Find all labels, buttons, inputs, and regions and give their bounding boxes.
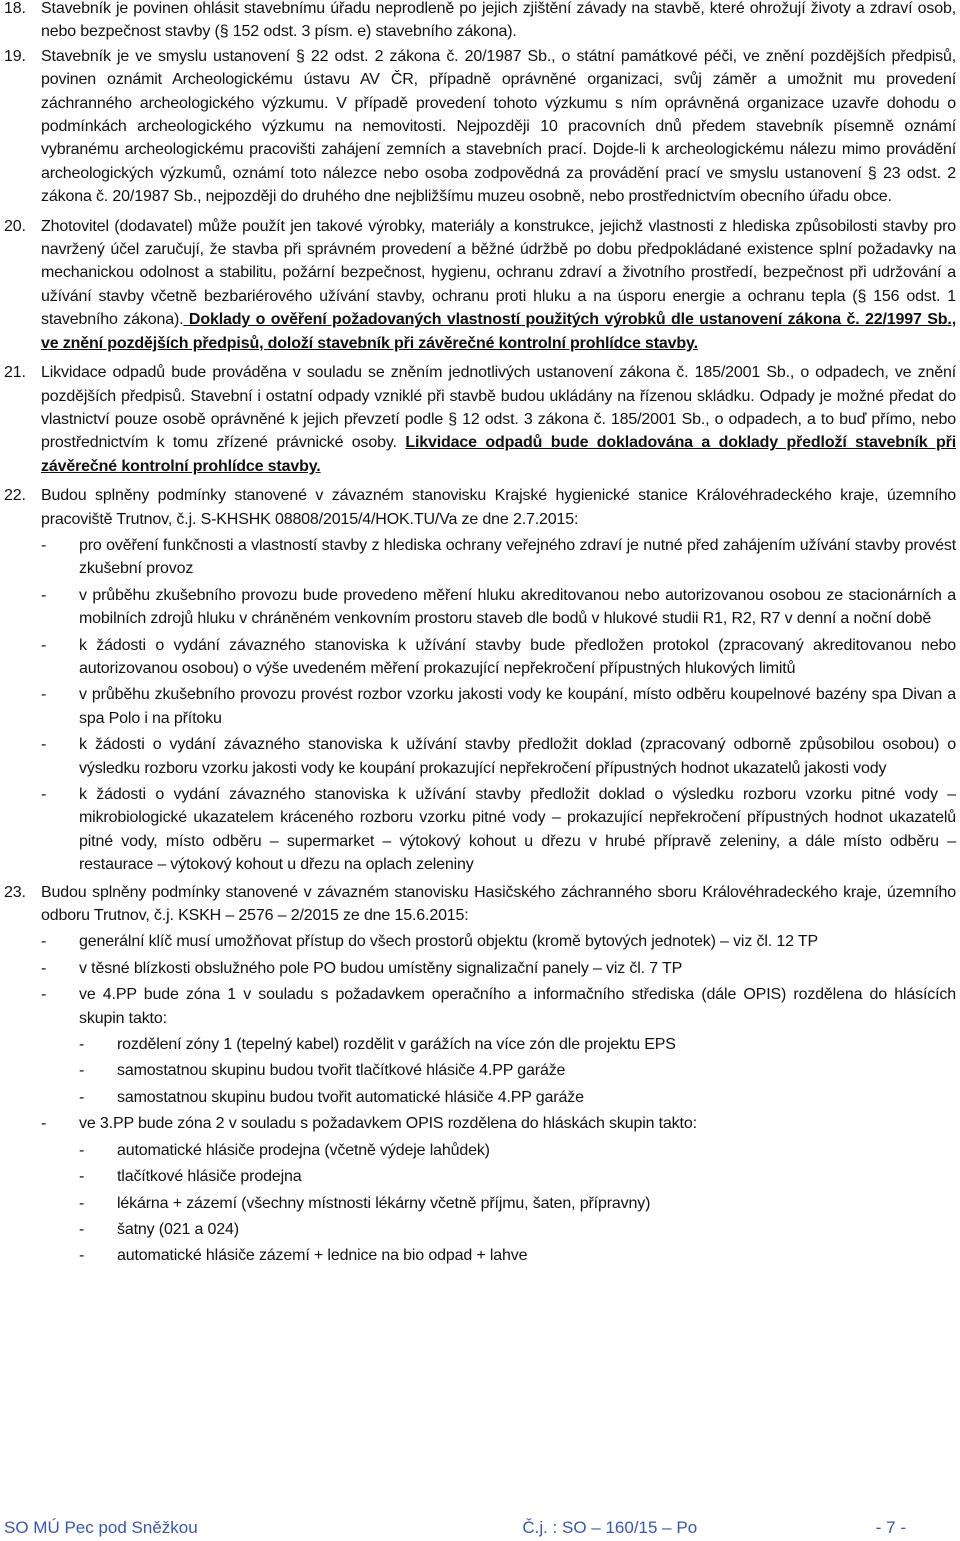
bullet-dash: -	[41, 736, 47, 754]
footer-reference: Č.j. : SO – 160/15 – Po	[522, 1518, 698, 1537]
bullet-text: v průběhu zkušebního provozu bude provedeno měření hluku akreditovanou nebo autorizovanou osobou ze stacionárních a mobilních zdrojů hluku v chráněném venkovním prostoru staveb dle bodů v hlukové studii R1, R2, R7 v denní a noční době	[79, 586, 956, 628]
sub-text: samostatnou skupinu budou tvořit tlačítkové hlásiče 4.PP garáže	[117, 1062, 566, 1080]
sub-text: automatické hlásiče zázemí + lednice na bio odpad + lahve	[117, 1247, 528, 1265]
sub-list	[79, 1033, 956, 1109]
bullet-dash: -	[41, 586, 47, 604]
bullet-text: v průběhu zkušebního provozu provést rozbor vzorku jakosti vody ke koupání, místo odběru koupelnové bazény spa Divan a spa Polo i na přítoku	[79, 686, 956, 727]
sub-item	[79, 1086, 956, 1109]
bullet-dash: -	[79, 1247, 85, 1265]
bullet-item	[41, 534, 956, 581]
bullet-item	[41, 783, 956, 877]
item-number: 22.	[4, 487, 26, 505]
item-20	[0, 215, 960, 355]
item-text: Stavebník je ve smyslu ustanovení § 22 odst. 2 zákona č. 20/1987 Sb., o státní památkové péči, ve znění pozdějších předpisů, povinen oznámit Archeologickému ústavu AV ČR, případně oprávněné organizaci, svůj záměr a umožnit mu provedení záchranného archeologického výzkumu. V případě provedení tohoto výzkumu s ním oprávněná organizace uzavře dohodu o podmínkách archeologického výzkumu na nemovitosti. Nejpozději 10 pracovních dnů předem stavebník písemně oznámí vybranému archeologickému pracovišti zahájení zemních a stavebních prací. Dojde-li k archeologickému nálezu mimo provádění archeologických výzkumů, oznámí toto nálezce nebo osoba zodpovědná za provádění prací ve smyslu ustanovení § 23 odst. 2 zákona č. 20/1987 Sb., nejpozději do druhého dne nejbližšímu muzeu osobně, nebo prostřednictvím obecního úřadu obce.	[41, 47, 956, 206]
sub-item	[79, 1192, 956, 1215]
sub-item	[79, 1059, 956, 1082]
item-text: Zhotovitel (dodavatel) může použít jen takové výrobky, materiály a konstrukce, jejichž vlastnosti z hlediska způsobilosti stavby pro navržený účel zaručují, že stavba při správném provedení a běžné údržbě po dobu předpokládané existence splní požadavky na mechanickou odolnost a stabilitu, požární bezpečnost, hygienu, ochranu zdraví a životního prostředí, bezpečnost při udržování a užívání stavby včetně bezbariérového užívání stavby, ochranu proti hluku a na úsporu energie a ochranu tepla (§ 156 odst. 1 stavebního zákona).	[41, 217, 956, 329]
bullet-text: ve 3.PP bude zóna 2 v souladu s požadavkem OPIS rozdělena do hláskách skupin takto:	[79, 1115, 697, 1133]
bullet-dash: -	[41, 536, 47, 554]
item-emphasis: Doklady o ověření požadovaných vlastností použitých výrobků dle ustanovení zákona č. 22/1997 Sb., ve znění pozdějších předpisů, doloží stavebník při závěrečné kontrolní prohlídce stavby.	[41, 311, 956, 352]
bullet-dash: -	[41, 686, 47, 704]
bullet-dash: -	[41, 986, 47, 1004]
item-number: 23.	[4, 883, 26, 901]
footer-office: SO MÚ Pec pod Sněžkou	[4, 1518, 198, 1537]
bullet-item	[41, 634, 956, 681]
sub-item	[79, 1218, 956, 1241]
bullet-item	[41, 1112, 956, 1135]
bullet-item	[41, 584, 956, 631]
item-22	[0, 484, 960, 877]
bullet-text: v těsné blízkosti obslužného pole PO budou umístěny signalizační panely – viz čl. 7 TP	[79, 959, 683, 977]
bullet-dash: -	[79, 1220, 85, 1238]
item-23	[0, 881, 960, 1268]
bullet-dash: -	[79, 1141, 85, 1159]
item-number: 20.	[4, 217, 26, 235]
item-text: Budou splněny podmínky stanovené v závazném stanovisku Hasičského záchranného sboru Královéhradeckého kraje, územního odboru Trutnov, č.j. KSKH – 2576 – 2/2015 ze dne 15.6.2015:	[41, 883, 956, 925]
bullet-dash: -	[79, 1168, 85, 1186]
sub-item	[79, 1139, 956, 1162]
bullet-item	[41, 683, 956, 730]
item-emphasis: Likvidace odpadů bude dokladována a doklady předloží stavebník při závěrečné kontrolní prohlídce stavby.	[41, 434, 957, 475]
item-number: 21.	[4, 364, 26, 382]
bullet-text: k žádosti o vydání závazného stanoviska k užívání stavby bude předložen protokol (zpracovaný akreditovanou nebo autorizovanou osobou) o výše uvedeném měření prokazující nepřekročení přípustných hlukových limitů	[79, 636, 956, 677]
bullet-text: generální klíč musí umožňovat přístup do všech prostorů objektu (kromě bytových jednotek) – viz čl. 12 TP	[79, 933, 818, 951]
bullet-text: ve 4.PP bude zóna 1 v souladu s požadavkem operačního a informačního střediska (dále OPIS) rozdělena do hlásících skupin takto:	[79, 986, 956, 1027]
bullet-item	[41, 957, 956, 980]
sub-item	[79, 1165, 956, 1188]
item-18	[0, 0, 960, 44]
bullet-dash: -	[79, 1194, 85, 1212]
bullet-dash: -	[41, 786, 47, 803]
bullet-dash: -	[79, 1088, 85, 1106]
bullet-item	[41, 733, 956, 780]
bullet-text: k žádosti o vydání závazného stanoviska k užívání stavby předložit doklad (zpracovaný odborně způsobilou osobou) o výsledku rozboru vzorku jakosti vody ke koupání prokazující nepřekročení přípustných hodnot ukazatelů jakosti vody	[79, 736, 956, 777]
sub-text: šatny (021 a 024)	[117, 1220, 239, 1238]
item-text: Likvidace odpadů bude prováděna v souladu se zněním jednotlivých ustanovení zákona č. 185/2001 Sb., o odpadech, ve znění pozdějších předpisů. Stavební i ostatní odpady vzniklé při stavbě budou ukládány na řízenou skládku. Odpady je možné předat do vlastnictví pouze osobě oprávněné k jejich převzetí podle § 12 odst. 3 zákona č. 185/2001 Sb., o odpadech, a to buď přímo, nebo prostřednictvím k tomu zřízené právnické osoby.	[41, 364, 956, 452]
bullet-dash: -	[79, 1036, 85, 1054]
sub-item	[79, 1244, 956, 1267]
item-number: 18.	[4, 0, 26, 17]
bullet-dash: -	[79, 1062, 85, 1080]
sub-text: lékárna + zázemí (všechny místnosti lékárny včetně příjmu, šaten, přípravny)	[117, 1194, 651, 1212]
sub-text: automatické hlásiče prodejna (včetně výdeje lahůdek)	[117, 1141, 490, 1159]
bullet-dash: -	[41, 959, 47, 977]
page-footer	[4, 1518, 906, 1538]
bullet-item	[41, 930, 956, 953]
item-text: Stavebník je povinen ohlásit stavebnímu úřadu neprodleně po jejich zjištění závady na stavbě, které ohrožují životy a zdraví osob, nebo bezpečnost stavby (§ 152 odst. 3 písm. e) stavebního zákona).	[41, 0, 956, 41]
page-number: - 7 -	[875, 1518, 906, 1537]
bullet-item	[41, 983, 956, 1030]
bullet-dash: -	[41, 933, 47, 951]
bullet-dash: -	[41, 1115, 47, 1133]
sub-text: rozdělení zóny 1 (tepelný kabel) rozdělit v garážích na více zón dle projektu EPS	[117, 1036, 676, 1054]
sub-item	[79, 1033, 956, 1056]
item-text: Budou splněny podmínky stanovené v závazném stanovisku Krajské hygienické stanice Královéhradeckého kraje, územního pracoviště Trutnov, č.j. S-KHSHK 08808/2015/4/HOK.TU/Va ze dne 2.7.2015:	[41, 487, 956, 528]
sub-text: tlačítkové hlásiče prodejna	[117, 1168, 302, 1186]
sub-text: samostatnou skupinu budou tvořit automatické hlásiče 4.PP garáže	[117, 1088, 584, 1106]
bullet-text: pro ověření funkčnosti a vlastností stavby z hlediska ochrany veřejného zdraví je nutné před zahájením užívání stavby provést zkušební provoz	[79, 536, 956, 578]
item-number: 19.	[4, 47, 26, 65]
sub-list	[79, 1139, 956, 1268]
bullet-dash: -	[41, 636, 47, 654]
bullet-text: k žádosti o vydání závazného stanoviska k užívání stavby předložit doklad o výsledku rozboru vzorku pitné vody – mikrobiologické ukazatelem kráceného rozboru vzorku pitné vody – prokazující nepřekročení přípustných hodnot ukazatelů pitné vody, místo odběru – supermarket – výtokový kohout u dřezu v hrubé přípravě zeleniny, a dále místo odběru – restaurace – výtokový kohout u dřezu na oplach zeleniny	[79, 786, 956, 874]
item-19	[0, 45, 960, 209]
item-21	[0, 361, 960, 478]
